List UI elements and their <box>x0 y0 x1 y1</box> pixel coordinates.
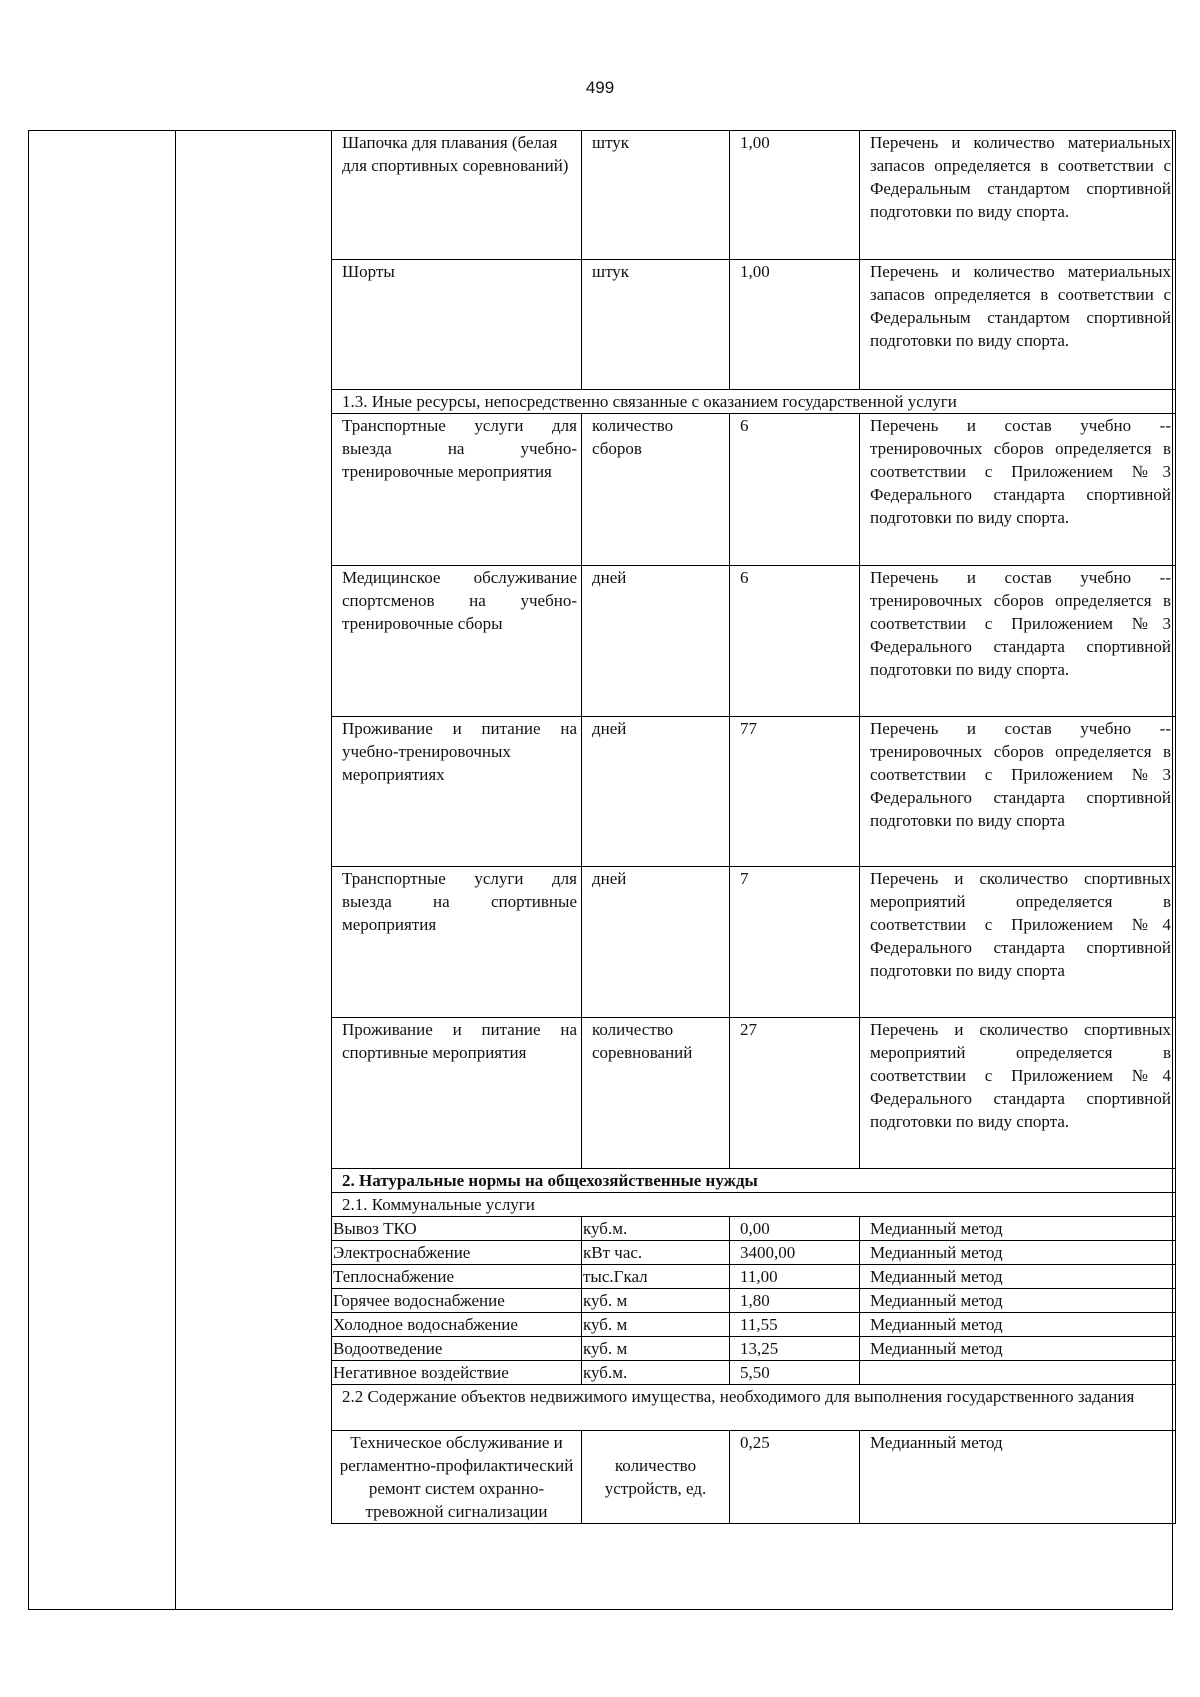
utility-unit: куб.м. <box>582 1217 730 1241</box>
page-number: 499 <box>585 78 615 97</box>
resource-note: Перечень и сколичество спортивных мероприятий определяется в соответствии с Приложением №4 Федерального стандарта спортивной подготовки по виду спорта. <box>860 1018 1176 1169</box>
utility-value: 5,50 <box>730 1361 860 1385</box>
resource-note: Перечень и состав учебно -- тренировочных сборов определяется в соответствии с Приложением №3 Федерального стандарта спортивной подготовки по виду спорта <box>860 717 1176 867</box>
item-name: Шорты <box>332 260 582 390</box>
resource-name: Медицинское обслуживание спортсменов на учебно-тренировочные сборы <box>332 566 582 717</box>
resource-value: 27 <box>730 1018 860 1169</box>
resource-unit: дней <box>582 717 730 867</box>
utility-method: Медианный метод <box>860 1313 1176 1337</box>
column-divider <box>175 131 176 1609</box>
section-heading-row <box>332 1385 1176 1431</box>
resource-value: 6 <box>730 566 860 717</box>
table-row <box>332 1361 1176 1385</box>
item-unit: штук <box>582 260 730 390</box>
utility-unit: тыс.Гкал <box>582 1265 730 1289</box>
resource-note: Перечень и состав учебно -- тренировочных сборов определяется в соответствии с Приложением №3 Федерального стандарта спортивной подготовки по виду спорта. <box>860 566 1176 717</box>
item-name: Шапочка для плавания (белая для спортивных соревнований) <box>332 131 582 260</box>
property-unit: количество устройств, ед. <box>582 1431 730 1524</box>
utility-value: 11,00 <box>730 1265 860 1289</box>
resource-value: 77 <box>730 717 860 867</box>
utility-name: Теплоснабжение <box>332 1265 582 1289</box>
utility-unit: кВт час. <box>582 1241 730 1265</box>
table-row <box>332 1265 1176 1289</box>
item-note: Перечень и количество материальных запасов определяется в соответствии с Федеральным стандартом спортивной подготовки по виду спорта. <box>860 131 1176 260</box>
utility-value: 1,80 <box>730 1289 860 1313</box>
property-method: Медианный метод <box>860 1431 1176 1524</box>
utility-name: Вывоз ТКО <box>332 1217 582 1241</box>
utility-value: 0,00 <box>730 1217 860 1241</box>
resource-name: Проживание и питание на учебно-тренировочных мероприятиях <box>332 717 582 867</box>
utility-name: Электроснабжение <box>332 1241 582 1265</box>
table-row <box>332 1337 1176 1361</box>
resource-unit: дней <box>582 867 730 1018</box>
property-name: Техническое обслуживание и регламентно-профилактический ремонт систем охранно-тревожной сигнализации <box>332 1431 582 1524</box>
utility-unit: куб.м. <box>582 1361 730 1385</box>
table-row <box>332 566 1176 717</box>
resource-note: Перечень и состав учебно -- тренировочных сборов определяется в соответствии с Приложением №3 Федерального стандарта спортивной подготовки по виду спорта. <box>860 414 1176 566</box>
utility-name: Негативное воздействие <box>332 1361 582 1385</box>
utility-name: Горячее водоснабжение <box>332 1289 582 1313</box>
table-row <box>332 1431 1176 1524</box>
table-row <box>332 1241 1176 1265</box>
resource-value: 7 <box>730 867 860 1018</box>
table-row <box>332 131 1176 260</box>
section-1-3-heading: 1.3. Иные ресурсы, непосредственно связанные с оказанием государственной услуги <box>332 390 1176 414</box>
resource-note: Перечень и сколичество спортивных мероприятий определяется в соответствии с Приложением №4 Федерального стандарта спортивной подготовки по виду спорта <box>860 867 1176 1018</box>
utility-unit: куб. м <box>582 1289 730 1313</box>
resource-value: 6 <box>730 414 860 566</box>
table-row <box>332 1313 1176 1337</box>
section-heading-row <box>332 390 1176 414</box>
utility-unit: куб. м <box>582 1337 730 1361</box>
utility-method: Медианный метод <box>860 1241 1176 1265</box>
resource-norms-table <box>331 130 1176 1524</box>
section-heading-row <box>332 1169 1176 1193</box>
utility-method: Медианный метод <box>860 1265 1176 1289</box>
section-2-heading: 2. Натуральные нормы на общехозяйственные нужды <box>332 1169 1176 1193</box>
utility-method: Медианный метод <box>860 1337 1176 1361</box>
table-row <box>332 1289 1176 1313</box>
resource-unit: количество сборов <box>582 414 730 566</box>
table-row <box>332 1018 1176 1169</box>
document-table-frame <box>28 130 1173 1610</box>
item-unit: штук <box>582 131 730 260</box>
resource-unit: количество соревнований <box>582 1018 730 1169</box>
property-value: 0,25 <box>730 1431 860 1524</box>
utility-method: Медианный метод <box>860 1289 1176 1313</box>
utility-method: Медианный метод <box>860 1217 1176 1241</box>
utility-value: 11,55 <box>730 1313 860 1337</box>
section-2-2-heading: 2.2 Содержание объектов недвижимого имущества, необходимого для выполнения государственного задания <box>332 1385 1176 1431</box>
resource-name: Транспортные услуги для выезда на учебно-тренировочные мероприятия <box>332 414 582 566</box>
utility-method <box>860 1361 1176 1385</box>
utility-value: 13,25 <box>730 1337 860 1361</box>
resource-unit: дней <box>582 566 730 717</box>
section-2-1-heading: 2.1. Коммунальные услуги <box>332 1193 1176 1217</box>
section-heading-row <box>332 1193 1176 1217</box>
table-row <box>332 1217 1176 1241</box>
resource-name: Проживание и питание на спортивные мероприятия <box>332 1018 582 1169</box>
table-row <box>332 414 1176 566</box>
utility-value: 3400,00 <box>730 1241 860 1265</box>
table-row <box>332 867 1176 1018</box>
utility-unit: куб. м <box>582 1313 730 1337</box>
utility-name: Холодное водоснабжение <box>332 1313 582 1337</box>
resource-name: Транспортные услуги для выезда на спортивные мероприятия <box>332 867 582 1018</box>
table-row <box>332 260 1176 390</box>
item-value: 1,00 <box>730 131 860 260</box>
utility-name: Водоотведение <box>332 1337 582 1361</box>
item-value: 1,00 <box>730 260 860 390</box>
item-note: Перечень и количество материальных запасов определяется в соответствии с Федеральным стандартом спортивной подготовки по виду спорта. <box>860 260 1176 390</box>
table-row <box>332 717 1176 867</box>
